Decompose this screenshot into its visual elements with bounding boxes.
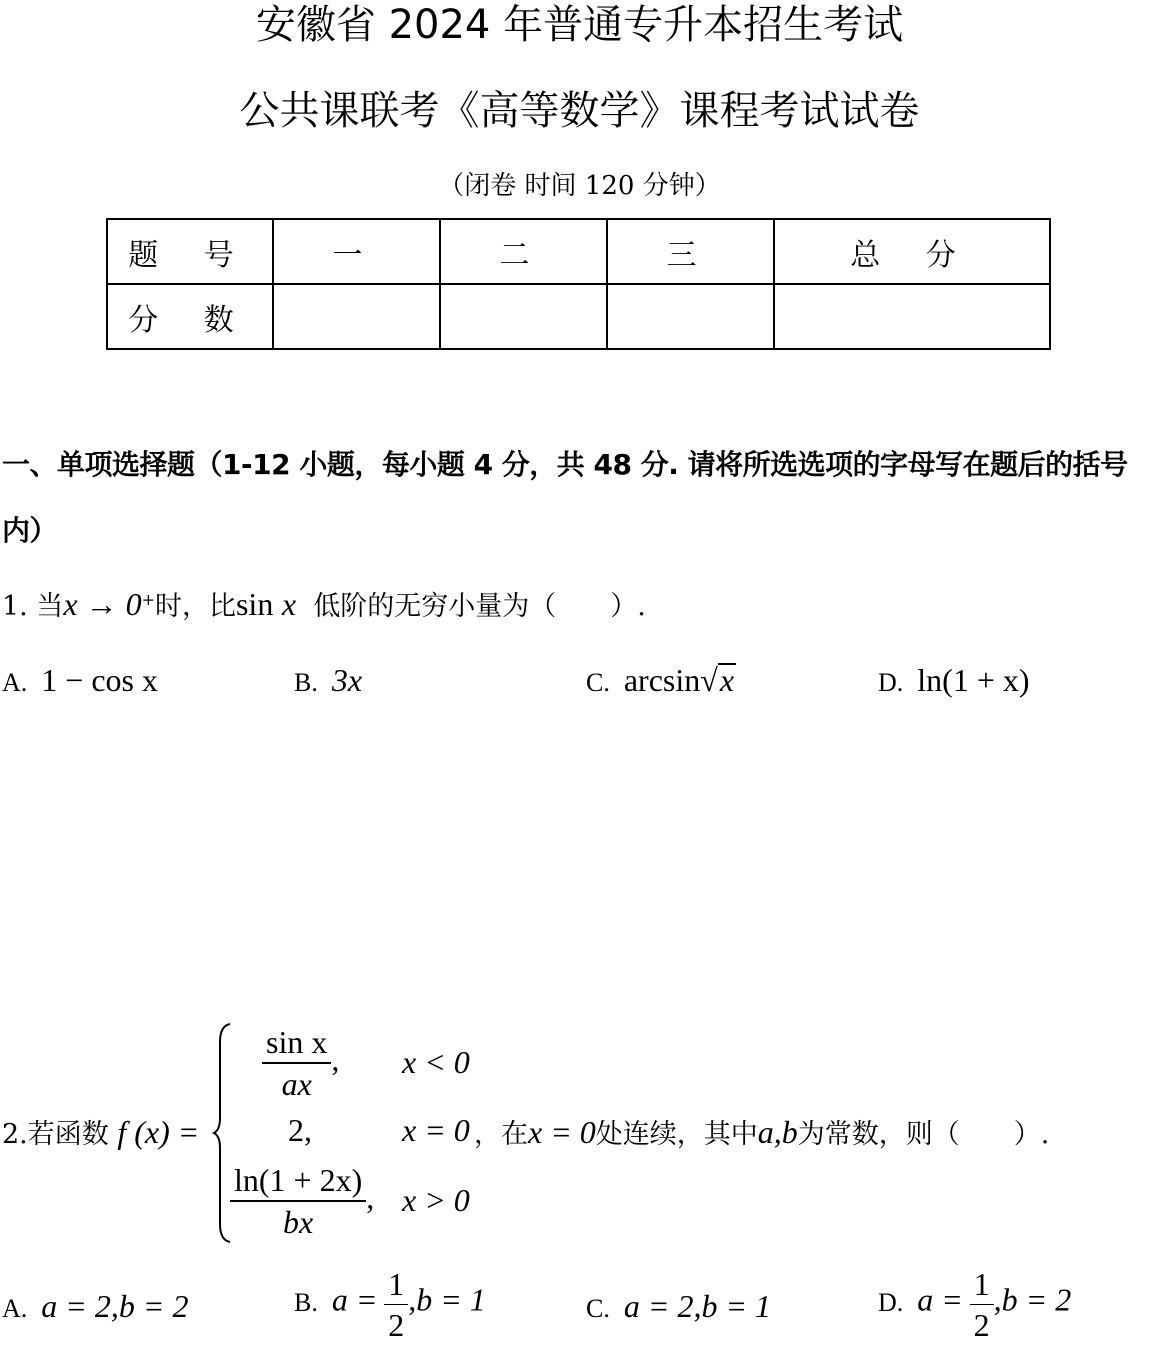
option-expr-b: ,b = 1: [408, 1281, 486, 1318]
exam-title-line2: 公共课联考《高等数学》课程考试试卷: [239, 88, 920, 134]
exam-title-line1: 安徽省 2024 年普通专升本招生考试: [255, 2, 904, 48]
case-row-1: [262, 1022, 339, 1104]
score-value-cell: [440, 284, 607, 349]
fraction: [970, 1264, 994, 1345]
q1-option-c: [586, 660, 736, 703]
math-limit: x → 0: [63, 586, 142, 622]
q1-option-b: [294, 660, 362, 703]
fraction: [230, 1160, 366, 1242]
question-1-stem: [2, 580, 646, 627]
case-tail: ,: [366, 1179, 375, 1216]
stem-text: 为常数，则（ ）.: [797, 1119, 1050, 1150]
stem-text: 当: [36, 591, 64, 622]
option-expr-a: a =: [917, 1281, 963, 1318]
stem-text: ，在: [474, 1119, 528, 1150]
question-2-stem-left: [2, 1112, 199, 1155]
section-heading: 一、单项选择题（1-12 小题，每小题 4 分，共 48 分. 请将所选选项的字母写在题后的括号内）: [2, 448, 1128, 547]
score-value-cell: [607, 284, 774, 349]
exam-subtitle: （闭卷 时间 120 分钟）: [438, 171, 721, 201]
stem-text: 时，比: [154, 591, 236, 622]
case-row-2: 2,: [288, 1112, 312, 1148]
option-expr-b: ,b = 2: [993, 1281, 1072, 1318]
stem-text: 处连续，其中: [595, 1119, 758, 1150]
fraction-denominator: 2: [973, 1307, 990, 1343]
case-row-3: [230, 1160, 374, 1242]
q2-option-b: [294, 1264, 486, 1345]
score-header-cell: 一: [273, 219, 440, 284]
option-expr-b: b = 1: [701, 1288, 772, 1324]
score-header-cell: 二: [440, 219, 607, 284]
score-table: [106, 218, 1051, 350]
math-function: f (x) =: [117, 1114, 200, 1150]
option-expr-b: b = 2: [118, 1288, 189, 1324]
fraction-denominator: bx: [283, 1204, 314, 1240]
option-expr: ln(1 + x): [917, 662, 1030, 698]
math-condition: x = 0: [528, 1114, 596, 1150]
fraction-denominator: ax: [281, 1066, 312, 1102]
stem-text: 若函数: [27, 1119, 109, 1150]
option-expr: 1 − cos x: [41, 662, 158, 698]
score-row-label: 分 数: [107, 284, 273, 349]
fraction-numerator: 1: [384, 1264, 408, 1305]
math-superscript: +: [141, 590, 155, 609]
option-label: B.: [294, 668, 318, 697]
math-fn: sin: [235, 586, 274, 622]
option-expr-a: a = 2,: [623, 1288, 702, 1324]
left-brace-icon: [212, 1022, 232, 1244]
option-expr-fn: arcsin: [623, 662, 701, 698]
question-2-stem-right: [474, 1112, 1049, 1155]
score-header-cell: 三: [607, 219, 774, 284]
option-expr-radicand: x: [719, 662, 735, 698]
math-var: x: [281, 586, 297, 622]
score-value-cell: [273, 284, 440, 349]
option-label: A.: [2, 668, 28, 697]
score-table-header-row: [107, 219, 1050, 284]
fraction-numerator: 1: [970, 1264, 994, 1305]
case-tail: ,: [331, 1041, 340, 1078]
score-value-cell: [774, 284, 1050, 349]
option-expr-a: a =: [331, 1281, 378, 1318]
option-label: D.: [878, 1287, 904, 1317]
option-label: D.: [878, 668, 904, 697]
stem-text: 低阶的无穷小量为（ ）.: [313, 591, 646, 622]
option-label: B.: [294, 1287, 318, 1317]
option-label: C.: [586, 668, 610, 697]
fraction-denominator: 2: [388, 1307, 405, 1343]
score-header-cell: 题 号: [107, 219, 273, 284]
fraction: [262, 1022, 331, 1104]
q2-option-a: [2, 1286, 188, 1329]
q1-option-d: [878, 660, 1030, 703]
q2-option-d: [878, 1264, 1071, 1345]
q2-option-c: [586, 1286, 771, 1329]
option-expr: 3x: [331, 662, 363, 698]
case-condition-1: x < 0: [402, 1044, 470, 1080]
case-condition-2: x = 0: [402, 1112, 470, 1148]
score-header-cell: 总 分: [774, 219, 1050, 284]
score-table-value-row: [107, 284, 1050, 349]
q1-option-a: [2, 660, 158, 703]
option-label: C.: [586, 1294, 610, 1323]
math-constants: a,b: [757, 1114, 798, 1150]
option-expr-a: a = 2,: [41, 1288, 119, 1324]
fraction: [384, 1264, 408, 1345]
sqrt-icon: √: [700, 662, 718, 698]
case-condition-3: x > 0: [402, 1182, 470, 1218]
fraction-numerator: ln(1 + 2x): [230, 1160, 366, 1202]
option-label: A.: [2, 1294, 28, 1323]
question-number: 1.: [2, 591, 28, 622]
fraction-numerator: sin x: [262, 1022, 331, 1064]
question-number: 2.: [2, 1119, 28, 1150]
